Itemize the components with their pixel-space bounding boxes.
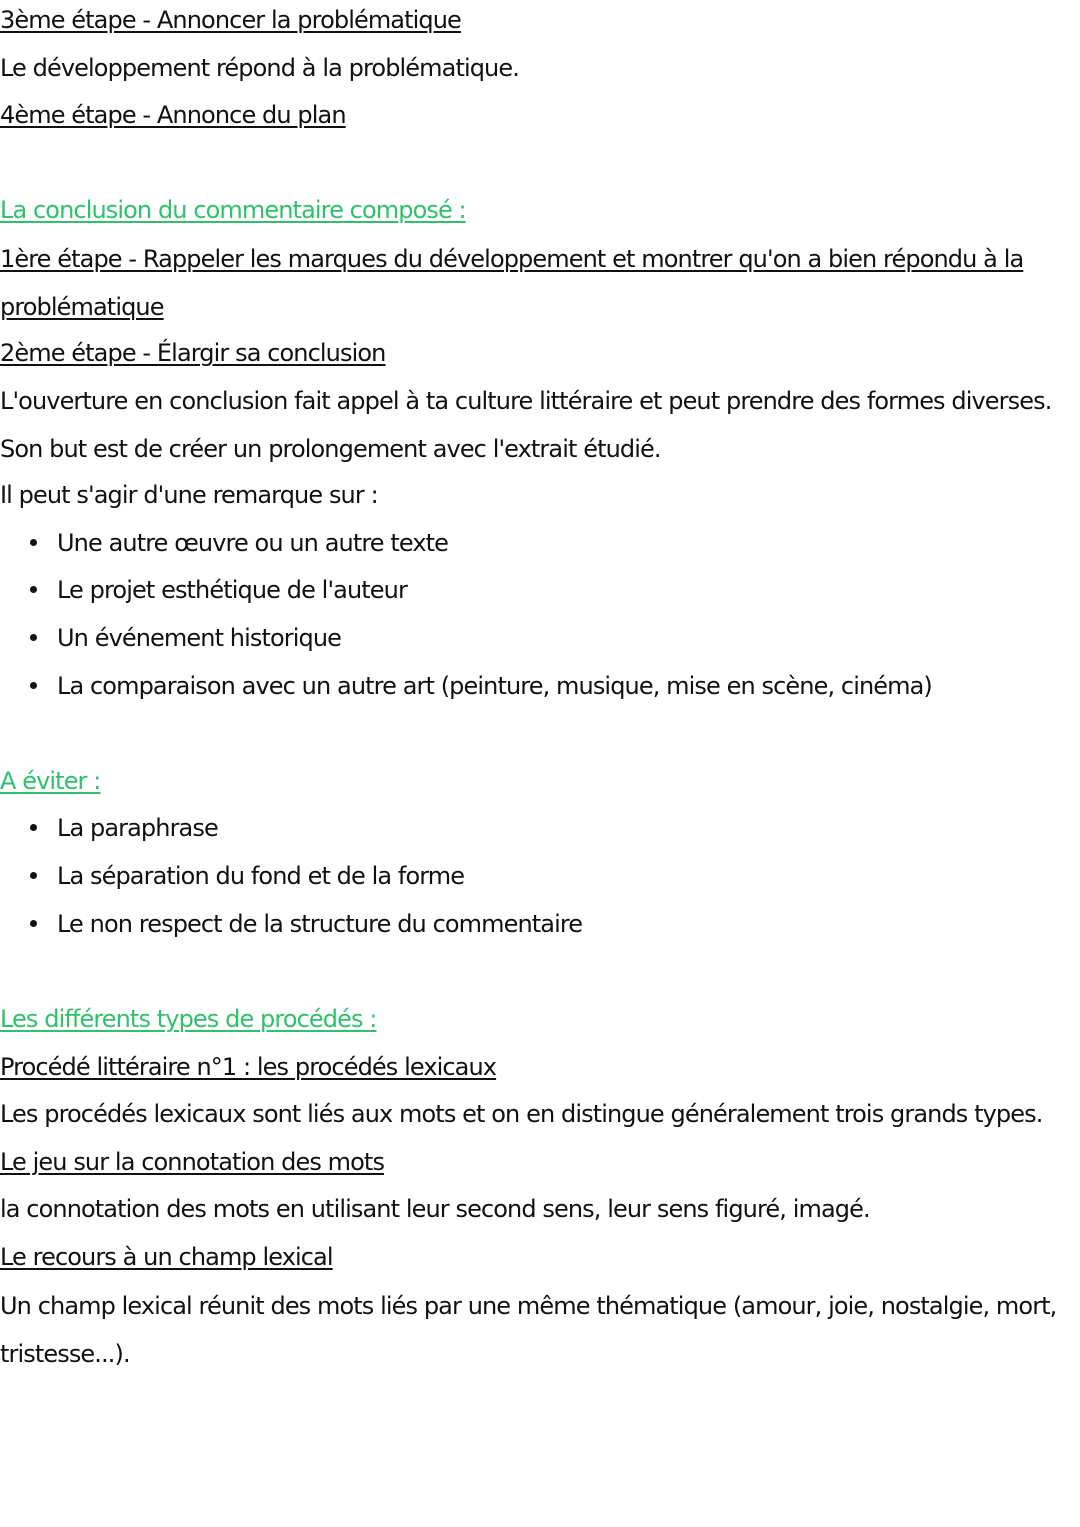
list-item: Un événement historique [30,622,341,654]
conclusion-step1-title: 1ère étape - Rappeler les marques du développement et montrer qu'on a bien répondu à la problématique [0,245,1024,321]
step3-text: Le développement répond à la problématique. [0,54,519,82]
list-item: Une autre œuvre ou un autre texte [30,527,448,559]
step3-title: 3ème étape - Annoncer la problématique [0,6,461,34]
connotation-title: Le jeu sur la connotation des mots [0,1148,385,1176]
list-item: La paraphrase [30,812,218,844]
ouverture-text: L'ouverture en conclusion fait appel à ta culture littéraire et peut prendre des formes diverses. Son but est de créer un prolongement avec l'extrait étudié. [0,387,1052,463]
conclusion-heading: La conclusion du commentaire composé : [0,196,466,224]
list-item: La séparation du fond et de la forme [30,860,464,892]
eviter-heading: A éviter : [0,767,101,795]
list-item: Le non respect de la structure du commentaire [30,908,582,940]
bullet-icon [30,634,37,641]
step4-title: 4ème étape - Annonce du plan [0,101,346,129]
champ-lexical-title: Le recours à un champ lexical [0,1243,333,1271]
bullet-icon [30,539,37,546]
procedes-subheading: Procédé littéraire n°1 : les procédés lexicaux [0,1053,497,1081]
procedes-intro-text: Les procédés lexicaux sont liés aux mots et on en distingue généralement trois grands types. [0,1100,1043,1128]
list-item: La comparaison avec un autre art (peinture, musique, mise en scène, cinéma) [30,670,932,702]
procedes-heading: Les différents types de procédés : [0,1005,377,1033]
bullet-icon [30,824,37,831]
bullet-icon [30,682,37,689]
champ-lexical-text: Un champ lexical réunit des mots liés par une même thématique (amour, joie, nostalgie, mort, tristesse...). [0,1292,1057,1368]
bullet-icon [30,872,37,879]
connotation-text: la connotation des mots en utilisant leur second sens, leur sens figuré, imagé. [0,1195,870,1223]
remarque-intro: Il peut s'agir d'une remarque sur : [0,481,378,509]
bullet-icon [30,586,37,593]
conclusion-step2-title: 2ème étape - Élargir sa conclusion [0,339,386,367]
list-item: Le projet esthétique de l'auteur [30,574,407,606]
bullet-icon [30,920,37,927]
